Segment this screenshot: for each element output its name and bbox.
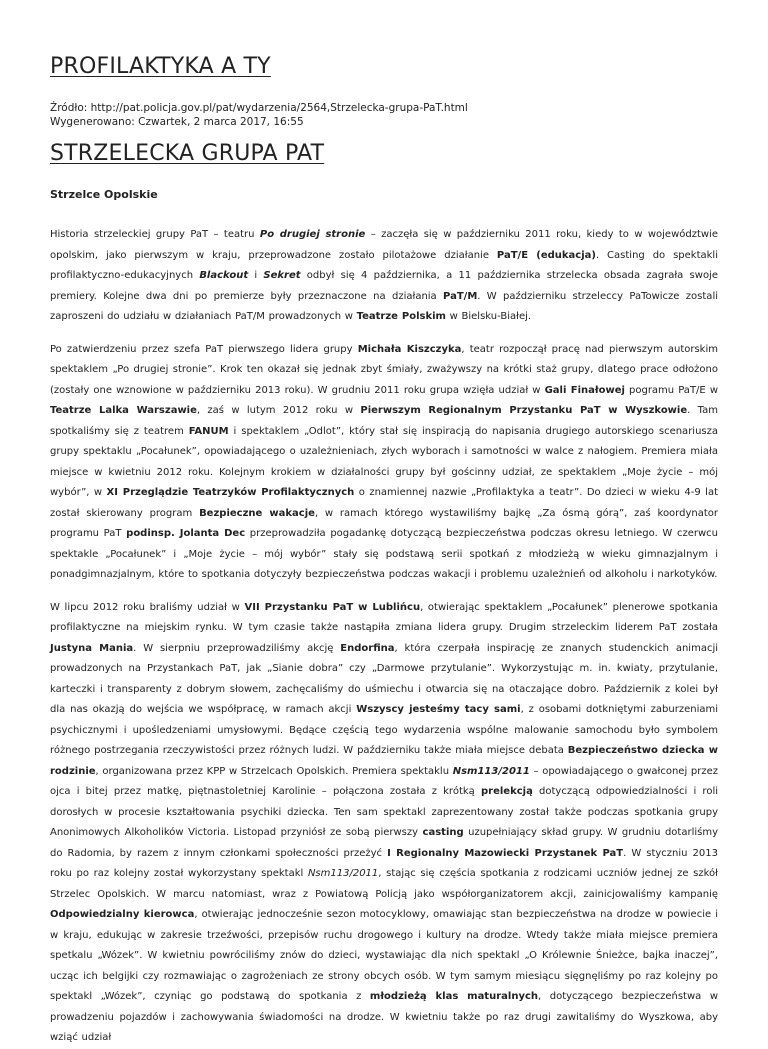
emphasized-text: Po drugiej stronie (259, 229, 366, 240)
paragraph-text: , organizowana przez KPP w Strzelcach Opolskich. Premiera spektaklu (95, 765, 453, 777)
paragraph-text: Po zatwierdzeniu przez szefa PaT pierwszego lidera grupy (50, 343, 358, 355)
paragraph-text: dotyczącą odpowiedzialności i roli dorosłych w procesie kształtowania psychiki dziecka. Ten sam spektakl zaprezentowany został także podczas spotkania grupy Anonimowych Alkoholików Victoria. Listopad przyniósł ze sobą pierwszy (50, 786, 718, 838)
emphasized-text: PaT/E (edukacja) (496, 249, 596, 261)
paragraph-text: , zaś w lutym 2012 roku w (196, 405, 361, 416)
paragraph-text: przeprowadziła pogadankę dotyczącą bezpieczeństwa podczas okresu letniego. W czerwcu spektakle „Pocałunek” i „Moje życie – mój wybór” stały się podstawą serii spotkań z młodzieżą w wieku gimnazjalnym i ponadgimnazjalnym, które to spotkania dotyczyły bezpieczeństwa podczas wakacji i problemu uzależnień od alkoholu i narkotyków. (50, 528, 718, 580)
paragraph-text: pogramu PaT/E w (624, 384, 718, 396)
paragraph-text: – opowiadającego o gwałconej przez ojca i bitej przez matkę, piętnastoletniej Karolinie – połączona została z krótką (50, 765, 719, 797)
paragraph-text: , stając się częścia spotkania z rodzicami uczniów jednej ze szkół Strzelec Opolskich. W marcu natomiast, wraz z Powiatową Policją jako współorganizatorem akcji, zainicjowaliśmy kampanię (50, 868, 718, 900)
paragraph-text: , która czerpała inspirację ze znanych studenckich animacji prowadzonych na Przystankach PaT, jak „Sianie dobra” czy „Darmowe przytulanie”. Wykorzystując m. in. kwiaty, przytulanie, karteczki i transparenty z dobrym słowem, zachęcaliśmy do uśmiechu i otwarcia się na otaczające dobro. Październik z kolei był dla nas okazją do wejścia we współpracę, w ramach akcji (50, 642, 719, 715)
emphasized-text: FANUM (188, 425, 229, 437)
article-body (50, 225, 718, 1049)
emphasized-text: podinsp. Jolanta Dec (126, 528, 246, 539)
generated-line: Wygenerowano: Czwartek, 2 marca 2017, 16:55 (50, 116, 304, 128)
paragraph-text: . Casting do spektakli profilaktyczno-edukacyjnych (50, 249, 718, 281)
emphasized-text: casting (422, 827, 464, 838)
emphasized-text: Teatrze Lalka Warszawie (50, 405, 197, 416)
paragraph-text: , otwierając spektaklem „Pocałunek” plenerowe spotkania profilaktyczne na miejskim rynku. W tym czasie także nastąpiła zmiana lidera grupy. Drugim strzeleckim liderem PaT została (50, 601, 718, 633)
paragraph-text: , otwierając jednocześnie sezon motocyklowy, omawiając stan bezpieczeństwa na drodze w powiecie i w kraju, edukując w zakresie trzeźwości, przepisów ruchu drogowego i kultury na drodze. Wtedy także miała miejsce premiera spetkalu „Wózek”. W kwietniu powróciliśmy znów do dzieci, wystawiając dla nich spektakl „O Królewnie Śnieżce, bajka inaczej”, ucząc ich belgijki czy rozmawiając o zagrożeniach ze strony obcych osób. W tym samym miesiącu sięgnęliśmy po raz kolejny po spektakl „Wózek”, czyniąc go podstawą do spotkania z (50, 909, 718, 1002)
article-paragraph (50, 598, 718, 1049)
document-meta (50, 101, 718, 129)
emphasized-text: Michała Kiszczyka (357, 343, 462, 355)
paragraph-text: , z osobami dotkniętymi zaburzeniami psychicznymi i upośledzeniami umysłowymi. Będące częścią tego wydarzenia wspólne malowanie samochodu było symbolem różnego postrzegania rzeczywistości przez różnych ludzi. W październiku także miała miejsce debata (50, 704, 718, 756)
emphasized-text: Endorfina (340, 642, 395, 654)
paragraph-text: odbył się 4 października, a 11 października strzelecka obsada zagrała swoje premiery. Kolejne dwa dni po premierze były przeznaczone na działania (50, 270, 718, 302)
emphasized-text: Nsm113/2011 (307, 868, 379, 879)
paragraph-text: . W styczniu 2013 roku po raz kolejny został wykorzystany spektakl (50, 847, 718, 879)
paragraph-text: W lipcu 2012 roku braliśmy udział w (50, 601, 245, 613)
emphasized-text: PaT/M (443, 290, 478, 302)
article-paragraph (50, 225, 718, 328)
emphasized-text: Odpowiedzialny kierowca (50, 909, 195, 920)
site-title: PROFILAKTYKA A TY (50, 54, 271, 79)
emphasized-text: prelekcją (480, 786, 533, 797)
paragraph-text: i (248, 270, 264, 281)
paragraph-text: o znamiennej nazwie „Profilaktyka a teatr”. Do dzieci w wieku 4-9 lat został skierowany program (50, 487, 718, 519)
source-line: Źródło: http://pat.policja.gov.pl/pat/wydarzenia/2564,Strzelecka-grupa-PaT.html (50, 102, 468, 114)
emphasized-text: Bezpieczeństwo dziecka w rodzinie (50, 745, 718, 777)
emphasized-text: Sekret (263, 270, 301, 281)
paragraph-text: . Tam spotkaliśmy się z teatrem (50, 405, 718, 437)
emphasized-text: Justyna Mania (50, 642, 134, 654)
emphasized-text: Pierwszym Regionalnym Przystanku PaT w Wyszkowie (360, 405, 688, 416)
paragraph-text: , w ramach którego wystawiliśmy bajkę „Za ósmą górą”, zaś koordynator programu PaT (50, 507, 718, 539)
article-location: Strzelce Opolskie (50, 188, 158, 201)
emphasized-text: Blackout (199, 270, 249, 281)
paragraph-text: i spektaklem „Odlot”, który stał się inspiracją do napisania drugiego autorskiego scenariusza grupy spektaklu „Pocałunek”, opowiadającego o uzależnieniach, złych wyborach i samotności w walce z nałogiem. Premiera miała miejsce w kwietniu 2012 roku. Kolejnym krokiem w działalności grupy był gościnny udział, ze spektaklem „Moje życie – mój wybór”, w (50, 425, 719, 498)
article-title: STRZELECKA GRUPA PAT (50, 141, 325, 166)
paragraph-text: uzupełniający skład grupy. W grudniu dotarliśmy do Radomia, by razem z innym członkami społeczności przeżyć (50, 827, 719, 859)
paragraph-text: w Bielsku-Białej. (445, 311, 532, 322)
emphasized-text: Wszyscy jesteśmy tacy sami (356, 704, 521, 715)
emphasized-text: Gali Finałowej (544, 384, 625, 396)
paragraph-text: , dotyczącego bezpieczeństwa w prowadzeniu pojazdów i zachowywania świadomości na drodze. W kwietniu także po raz drugi zawitaliśmy do Wyszkowa, aby wziąć udział (50, 991, 718, 1043)
article-paragraph (50, 340, 718, 586)
emphasized-text: młodzieżą klas maturalnych (369, 991, 539, 1002)
emphasized-text: VII Przystanku PaT w Lublińcu (244, 601, 421, 613)
emphasized-text: XI Przeglądzie Teatrzyków Profilaktycznych (106, 487, 355, 498)
paragraph-text: , teatr rozpoczął pracę nad pierwszym autorskim spektaklem „Po drugiej stronie”. Krok ten okazał się jednak zbyt śmiały, zważywszy na krótki staż grupy, dlatego prace odłożono (zostały one wznowione w październiku 2013 roku). W grudniu 2011 roku grupa wzięła udział w (50, 343, 718, 396)
paragraph-text: Historia strzeleckiej grupy PaT – teatru (50, 229, 260, 240)
emphasized-text: Nsm113/2011 (452, 765, 530, 777)
paragraph-text: . W sierpniu przeprowadziliśmy akcję (133, 642, 341, 654)
emphasized-text: I Regionalny Mazowiecki Przystanek PaT (387, 847, 624, 859)
emphasized-text: Teatrze Polskim (356, 311, 446, 322)
emphasized-text: Bezpieczne wakacje (199, 507, 315, 519)
paragraph-text: . W październiku strzeleccy PaTowicze zostali zaproszeni do udziału w działaniach PaT/M prowadzonych w (50, 290, 718, 322)
paragraph-text: – zaczęła się w październiku 2011 roku, kiedy to w województwie opolskim, jako pierwszym w kraju, przeprowadzone zostało pilotażowe działanie (50, 229, 718, 261)
